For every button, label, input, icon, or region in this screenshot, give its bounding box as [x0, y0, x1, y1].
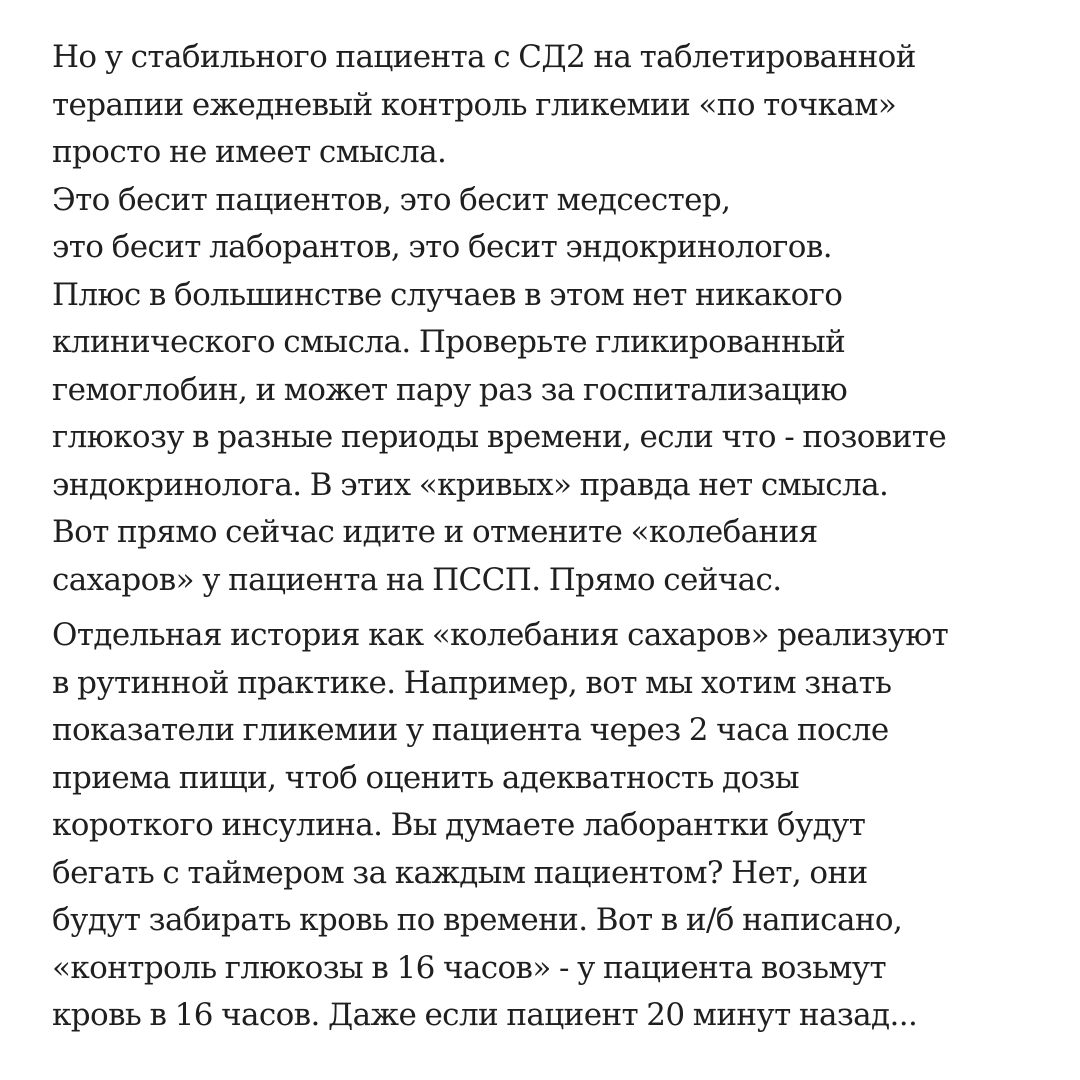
text-line: сахаров» у пациента на ПССП. Прямо сейчас. — [52, 561, 782, 598]
text-line: терапии ежедневый контроль гликемии «по точкам» — [52, 86, 897, 123]
text-line: кровь в 16 часов. Даже если пациент 20 минут назад... — [52, 997, 918, 1033]
text-line: эндокринолога. В этих «кривых» правда нет смысла. — [52, 466, 889, 503]
text-line: короткого инсулина. Вы думаете лаборантки будут — [52, 807, 866, 843]
text-line: будут забирать кровь по времени. Вот в и/б написано, — [52, 902, 903, 938]
text-line: в рутинной практике. Например, вот мы хотим знать — [52, 664, 892, 701]
text-line: показатели гликемии у пациента через 2 часа после — [52, 712, 889, 748]
text-line: клинического смысла. Проверьте гликированный — [52, 324, 846, 360]
text-line: «контроль глюкозы в 16 часов» - у пациента возьмут — [52, 949, 887, 986]
text-line: бегать с таймером за каждым пациентом? Нет, они — [52, 854, 868, 891]
text-line: Это бесит пациентов, это бесит медсестер, — [52, 181, 731, 218]
paragraph-2 — [52, 612, 1062, 1040]
text-line: Отдельная история как «колебания сахаров» реализуют — [52, 617, 949, 653]
paragraph-1 — [52, 34, 1062, 604]
text-line: просто не имеет смысла. — [52, 134, 447, 170]
text-line: это бесит лаборантов, это бесит эндокринологов. — [52, 229, 832, 265]
text-line: глюкозу в разные периоды времени, если что - позовите — [52, 419, 947, 455]
text-line: приема пищи, чтоб оценить адекватность дозы — [52, 759, 799, 796]
text-line: Но у стабильного пациента с СД2 на таблетированной — [52, 39, 916, 75]
text-line: Вот прямо сейчас идите и отмените «колебания — [52, 514, 818, 550]
text-line: Плюс в большинстве случаев в этом нет никакого — [52, 276, 843, 313]
article-body — [52, 34, 1062, 1040]
text-line: гемоглобин, и может пару раз за госпитализацию — [52, 371, 848, 408]
